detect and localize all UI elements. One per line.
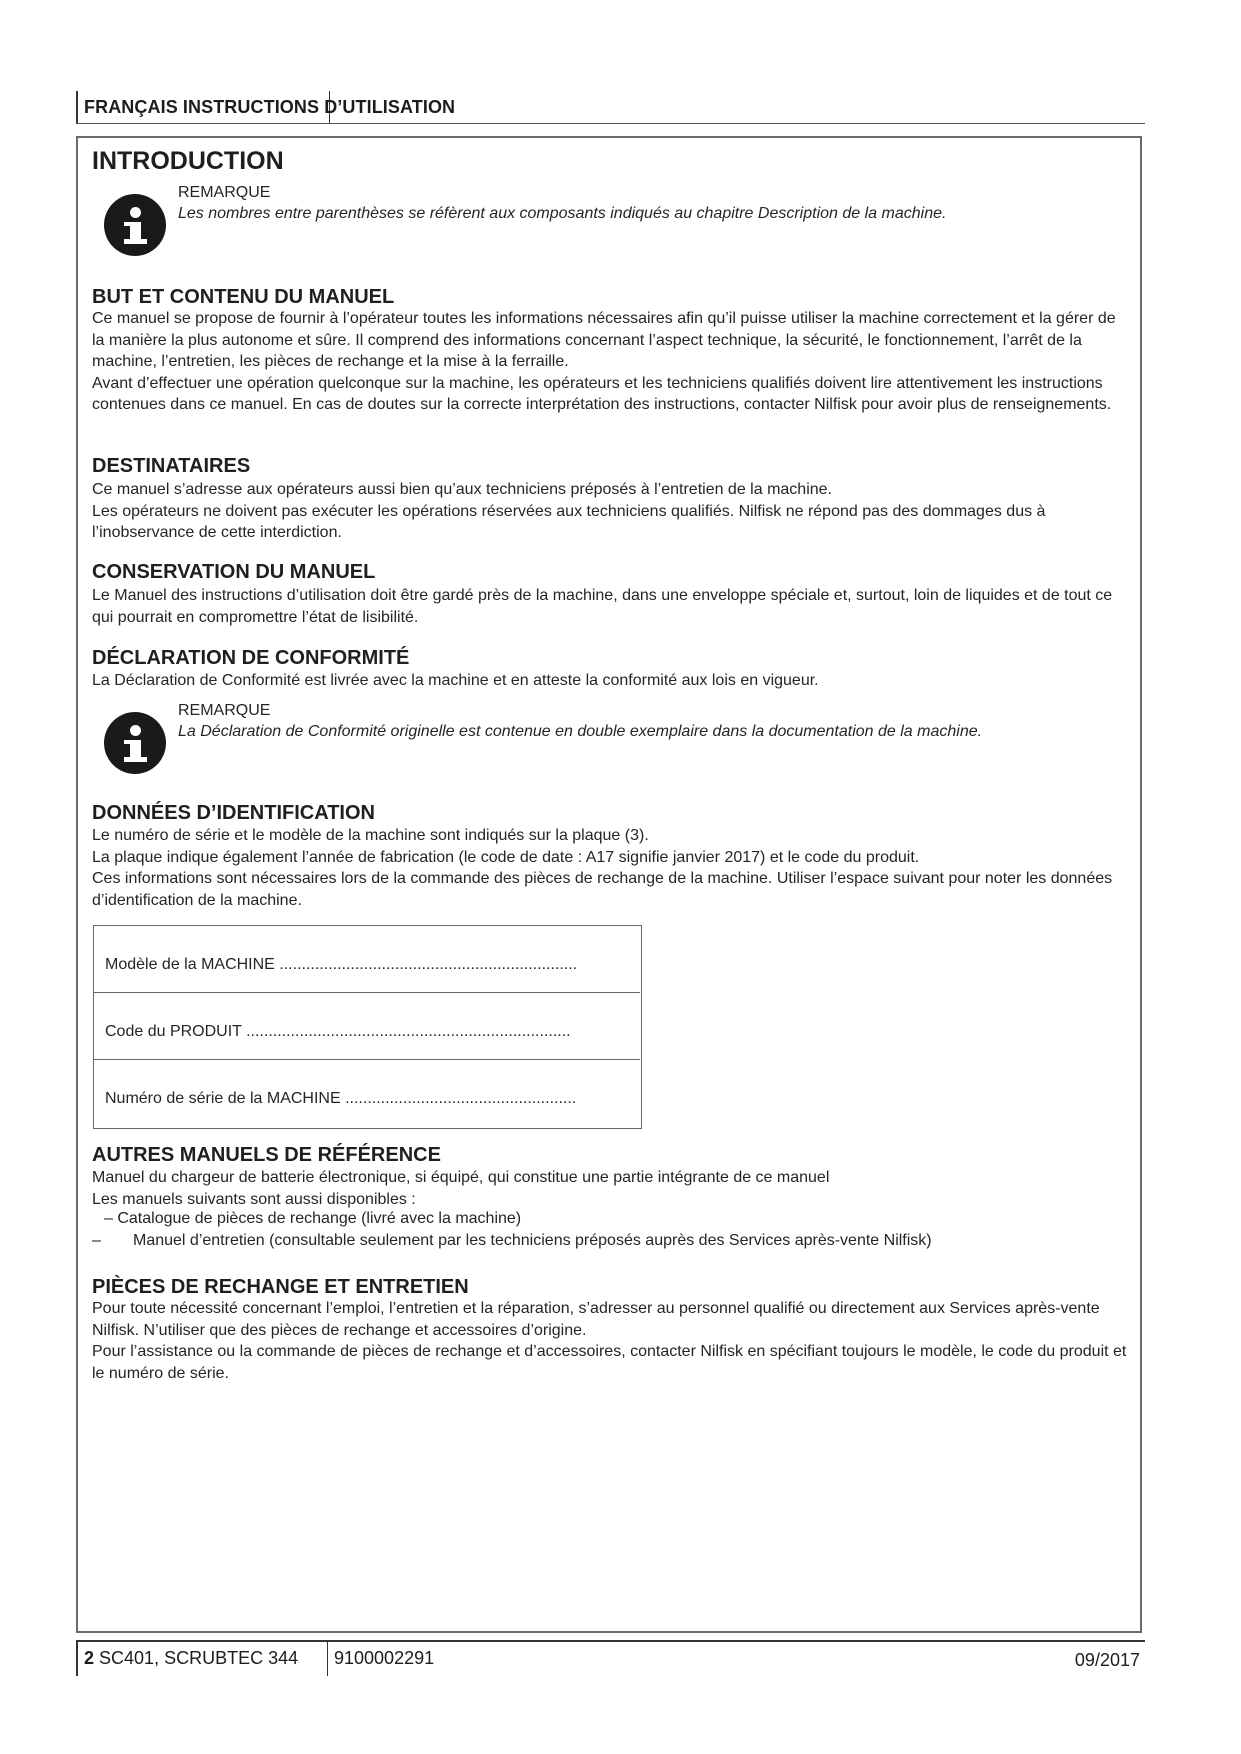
- pieces-paragraph-1: Pour toute nécessité concernant l’emploi, l’entretien et la réparation, s’adresser au personnel qualifié ou directement aux Services après-vente Nilfisk. N’utiliser que des pièces de rechange et accessoires d’origine.: [92, 1300, 1100, 1339]
- but-paragraph-1: Ce manuel se propose de fournir à l’opérateur toutes les informations nécessaires afin qu’il puisse utiliser la machine correctement et la gérer de la manière la plus autonome et sûre. Il comprend des informations concernant l’aspect technique, la sécurité, le fonctionnement, l’arrêt de la machine, l’entretien, les pièces de rechange et la mise à la ferraille.: [92, 310, 1116, 371]
- note-label: REMARQUE: [178, 184, 271, 201]
- header-left-bar: [76, 91, 78, 124]
- page-number: 2: [84, 1648, 95, 1668]
- footer-code: 9100002291: [334, 1648, 435, 1668]
- but-paragraph-2: Avant d’effectuer une opération quelconque sur la machine, les opérateurs et les techniciens qualifiés doivent lire attentivement les instructions contenues dans ce manuel. En cas de doutes sur la correcte interprétation des instructions, contacter Nilfisk pour avoir plus de renseignements.: [92, 374, 1112, 414]
- conservation-text: [92, 585, 1132, 628]
- note-text: La Déclaration de Conformité originelle est contenue en double exemplaire dans la documentation de la machine.: [178, 723, 983, 740]
- header-title: FRANÇAIS INSTRUCTIONS D’UTILISATION: [84, 97, 456, 117]
- pieces-heading: PIÈCES DE RECHANGE ET ENTRETIEN: [92, 1276, 469, 1298]
- list-item-catalogue: – Catalogue de pièces de rechange (livré avec la machine): [104, 1210, 522, 1227]
- but-heading: BUT ET CONTENU DU MANUEL: [92, 286, 395, 308]
- info-icon: [104, 194, 166, 256]
- donnees-paragraph-2: La plaque indique également l’année de fabrication (le code de date : A17 signifie janvier 2017) et le code du produit.: [92, 848, 920, 866]
- note-text: Les nombres entre parenthèses se réfèrent aux composants indiqués au chapitre Description de la machine.: [178, 205, 947, 222]
- id-row-product-code: [94, 993, 640, 1060]
- autres-text: [92, 1167, 1132, 1210]
- pieces-text: [92, 1298, 1132, 1384]
- declaration-paragraph-1: La Déclaration de Conformité est livrée avec la machine et en atteste la conformité aux lois en vigueur.: [92, 672, 819, 689]
- page-footer: [76, 1640, 1145, 1680]
- model-name: SC401, SCRUBTEC 344: [99, 1648, 299, 1668]
- introduction-note: [92, 184, 1132, 260]
- donnees-text: [92, 825, 1132, 911]
- destinataires-paragraph-2: Les opérateurs ne doivent pas exécuter les opérations réservées aux techniciens qualifiés. Nilfisk ne répond pas des dommages dus à l’inobservance de cette interdiction.: [92, 502, 1046, 542]
- footer-divider: [327, 1640, 328, 1676]
- id-row-serial-number: [94, 1060, 640, 1127]
- autres-paragraph-1: Manuel du chargeur de batterie électronique, si équipé, qui constitue une partie intégrante de ce manuel: [92, 1169, 830, 1186]
- footer-rule: [76, 1640, 1145, 1642]
- list-item-entretien: Manuel d’entretien (consultable seulement par les techniciens préposés auprès des Services après-vente Nilfisk): [133, 1232, 932, 1249]
- autres-heading: AUTRES MANUELS DE RÉFÉRENCE: [92, 1144, 441, 1166]
- pieces-paragraph-2: Pour l’assistance ou la commande de pièces de rechange et d’accessoires, contacter Nilfisk en spécifiant toujours le modèle, le code du produit et le numéro de série.: [92, 1343, 1127, 1382]
- footer-date: 09/2017: [1074, 1650, 1140, 1670]
- header-rule: [76, 123, 1145, 124]
- destinataires-heading: DESTINATAIRES: [92, 455, 251, 477]
- id-row-label: Modèle de la MACHINE ...................................................................: [105, 956, 578, 973]
- but-text: [92, 308, 1132, 416]
- destinataires-text: [92, 479, 1132, 544]
- id-row-model: [94, 926, 640, 993]
- declaration-heading: DÉCLARATION DE CONFORMITÉ: [92, 647, 410, 669]
- id-row-label: Numéro de série de la MACHINE ....................................................: [105, 1090, 577, 1107]
- id-row-label: Code du PRODUIT .........................................................................: [105, 1023, 571, 1040]
- footer-model: [84, 1648, 298, 1669]
- destinataires-paragraph-1: Ce manuel s’adresse aux opérateurs aussi bien qu’aux techniciens préposés à l’entretien de la machine.: [92, 481, 832, 498]
- identification-table: [93, 925, 642, 1129]
- list-item-dash: –: [92, 1232, 101, 1249]
- donnees-paragraph-1: Le numéro de série et le modèle de la machine sont indiqués sur la plaque (3).: [92, 827, 649, 844]
- conservation-paragraph-1: Le Manuel des instructions d’utilisation doit être gardé près de la machine, dans une enveloppe spéciale et, surtout, loin de liquides et de tout ce qui pourrait en compromettre l’état de lisibilité.: [92, 587, 1113, 626]
- declaration-note: [92, 702, 1132, 778]
- declaration-text: [92, 670, 1132, 692]
- autres-paragraph-2: Les manuels suivants sont aussi disponibles :: [92, 1190, 416, 1208]
- info-icon: [104, 712, 166, 774]
- page-header: [76, 91, 1145, 124]
- donnees-heading: DONNÉES D’IDENTIFICATION: [92, 802, 375, 824]
- footer-left-bar: [76, 1640, 78, 1676]
- introduction-heading: INTRODUCTION: [92, 147, 284, 175]
- conservation-heading: CONSERVATION DU MANUEL: [92, 561, 376, 583]
- donnees-paragraph-3: Ces informations sont nécessaires lors de la commande des pièces de rechange de la machine. Utiliser l’espace suivant pour noter les données d’identification de la machine.: [92, 870, 1113, 909]
- note-label: REMARQUE: [178, 702, 271, 719]
